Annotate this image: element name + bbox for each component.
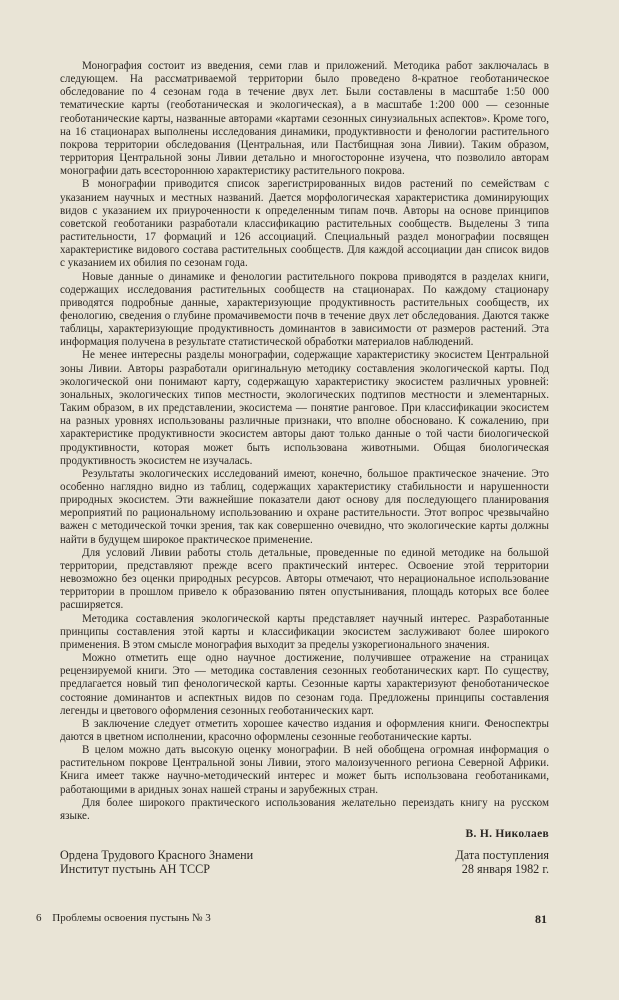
paragraph: Для более широкого практического использования желательно переиздать книгу на русском языке. bbox=[60, 796, 549, 822]
paragraph: Не менее интересны разделы монографии, содержащие характеристику экосистем Центральной зоны Ливии. Авторы разработали оригинальную методику составления экологической карты. Под экологической они понимают карту, содержащую характеристику экосистем различных уровней: зональных, экологических типов местности, экологических подтипов местности и элементарных. Таким образом, в их представлении, экосистема — понятие ранговое. При классификации экосистем на разных уровнях использованы различные признаки, что вполне обосновано. К сожалению, при характеристике продуктивности экосистем авторы дают только данные о той части биологической продуктивности, которая может быть использована животными. Общая биологическая продуктивность экосистем не изучалась. bbox=[60, 349, 549, 467]
footer-left bbox=[36, 912, 219, 927]
journal-title: Проблемы освоения пустынь № 3 bbox=[52, 912, 211, 924]
paragraph: В целом можно дать высокую оценку монографии. В ней обобщена огромная информация о растительном покрове Центральной зоны Ливии, этого малоизученного региона Северной Африки. Книга имеет также научно-методический интерес и может быть использована геоботаниками, работающими в аридных зонах нашей страны и зарубежных стран. bbox=[60, 744, 549, 796]
paragraph: Новые данные о динамике и фенологии растительного покрова приводятся в разделах книги, содержащих исследования растительных сообществ на стационарах. По каждому стационару приводятся подробные данные, характеризующие продуктивность растительных сообществ, их фенологию, сведения о глубине промачивемости почв в течение двух лет обследования. Даются также таблицы, характеризующие продуктивность доминантов в зависимости от размеров растений. Эта информация получена в результате статистической обработки материалов наблюдений. bbox=[60, 270, 549, 349]
paragraph: Для условий Ливии работы столь детальные, проведенные по единой методике на большой территории, представляют прежде всего практический интерес. Освоение этой территории невозможно без оценки природных ресурсов. Авторы отмечают, что нерациональное использование территории в прошлом привело к образованию пятен опустынивания, площадь которых все более расширяется. bbox=[60, 546, 549, 612]
paragraph: В заключение следует отметить хорошее качество издания и оформления книги. Феноспектры даются в цветном исполнении, красочно оформлены сезонные геоботанические карты. bbox=[60, 717, 549, 743]
paragraph: Монография состоит из введения, семи глав и приложений. Методика работ заключалась в следующем. На рассматриваемой территории было проведено 8-кратное геоботаническое обследование по 4 сезонам года в течение двух лет. Были составлены в масштабе 1:50 000 тематические карты (геоботаническая и экологическая), а в масштабе 1:200 000 — сезонные геоботанические карты, названные авторами «картами сезонных синузиальных аспектов». Кроме того, на 16 стационарах выполнены исследования динамики, продуктивности и фенологии растительного покрова территории обследования (Центральная, или Пастбищная зона Ливии). Таким образом, территория Центральной зоны Ливии детально и многосторонне изучена, что позволило авторам монографии дать всестороннюю характеристику растительного покрова. bbox=[60, 60, 549, 178]
paragraph: В монографии приводится список зарегистрированных видов растений по семействам с указанием научных и местных названий. Дается морфологическая характеристика доминирующих видов с указанием их приуроченности к определенным типам почв. Авторы на основе принципов советской геоботаники разработали классификацию растительных сообществ. Выделены 3 типа растительности, 17 формаций и 126 ассоциаций. Специальный раздел монографии посвящен характеристике видового состава растительных сообществ. Для каждой ассоциации дан список видов с указанием их обилия по сезонам года. bbox=[60, 178, 549, 270]
paragraph: Результаты экологических исследований имеют, конечно, большое практическое значение. Это особенно наглядно видно из таблиц, содержащих характеристику стабильности и нарушенности природных экосистем. Эти важнейшие показатели дают основу для последующего планирования мероприятий по рациональному использованию и охране растительности. Этот вопрос чрезвычайно важен с методической точки зрения, так как совершенно очевидно, что экологические карты должны найти в будущем широкое практическое применение. bbox=[60, 467, 549, 546]
author-affiliation bbox=[60, 848, 280, 876]
affiliation-line: Ордена Трудового Красного Знамени bbox=[60, 848, 254, 863]
author-signature: В. Н. Николаев bbox=[465, 828, 549, 841]
received-date bbox=[409, 848, 549, 876]
affiliation-row bbox=[60, 848, 549, 876]
review-body bbox=[60, 60, 549, 823]
page-footer bbox=[36, 912, 547, 927]
affiliation-line: Институт пустынь АН ТССР bbox=[60, 862, 211, 877]
paragraph: Методика составления экологической карты представляет научный интерес. Разработанные принципы составления этой карты и классификации экосистем заслуживают более широкого применения. В этом смысле монография выходит за пределы узкорегионального значения. bbox=[60, 612, 549, 651]
signature-mark: 6 bbox=[36, 912, 42, 924]
received-label: Дата поступления bbox=[455, 848, 549, 863]
page-number: 81 bbox=[535, 912, 547, 926]
paragraph: Можно отметить еще одно научное достижение, получившее отражение на страницах рецензируемой книги. Это — методика составления сезонных геоботанических карт. По существу, предлагается новый тип фенологической карты. Сезонные карты характеризуют феноботаническое состояние доминантов и аспектных видов по сезонам года. Предложены принципы составления легенды и цветового оформления сезонных геоботанических карт. bbox=[60, 652, 549, 717]
received-value: 28 января 1982 г. bbox=[461, 862, 549, 877]
